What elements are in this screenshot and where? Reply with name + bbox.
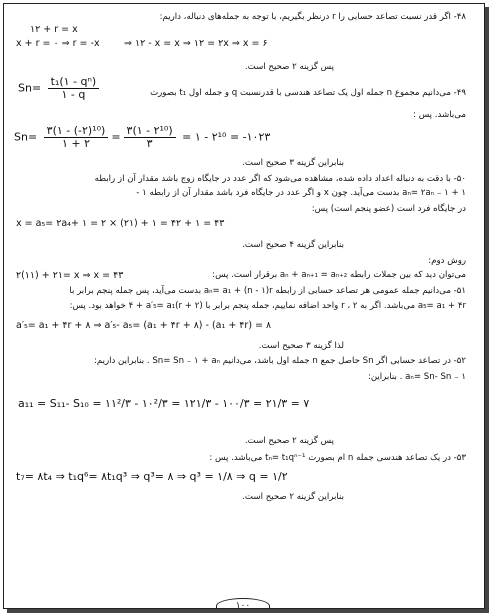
q50-text: ۵۰- با دقت به دنباله اعداد داده شده، مشاهده می‌شود که اگر عدد در جایگاه زوج باشد مقدار آن از رابطه — [94, 174, 466, 184]
q49-eq-den1: ۱ + ۲ — [61, 137, 91, 150]
q51-text-2: a₅= a₁ + ۴r می‌باشد. اگر به r ، ۲ واحد اضافه نماییم، جمله پنجم برابر با (r + ۲)۴ + a′₅= a₁ خواهد بود. پس: — [69, 301, 466, 311]
q48-answer: پس گزینه ۲ صحیح است. — [244, 62, 334, 72]
q51-equation: a′₅= a₁ + ۴r + ۸ ⇒ a′₅- a₅= (a₁ + ۴r + ۸) - (a₁ + ۴r) = ۸ — [16, 320, 272, 331]
q49-formula-denominator: ۱ - q — [61, 88, 86, 101]
q51-answer: لذا گزینه ۳ صحیح است. — [258, 341, 344, 351]
q53-answer: بنابراین گزینه ۲ صحیح است. — [242, 492, 344, 502]
q49-eq-num1: ۳(۱ - (-۲)¹⁰) — [44, 125, 109, 138]
q48-system-eq1: ۱۲ + r = x — [30, 24, 78, 35]
q49-eq-den2: ۳ — [146, 137, 153, 150]
q52-equation: a₁₁ = S₁₁- S₁₀ = ۱۱²/۳ - ۱۰²/۳ = ۱۲۱/۳ - ۱۰۰/۳ = ۲۱/۳ = ۷ — [18, 397, 310, 410]
q49-equation: Sn= $\frac{\text{۳(۱ - (-۲)¹⁰)}}{۱ + ۲}$ = $\frac{\text{۳(۱ - ۲¹⁰)}}{۳}$ = ۱ - ۲¹⁰ = -۱۰۲۳ — [14, 124, 271, 150]
q49-formula-fraction — [48, 76, 100, 101]
q53-text: ۵۳- در یک تصاعد هندسی جمله n ام بصورت tₙ= t₁qⁿ⁻¹ می‌باشد. پس : — [209, 453, 466, 463]
q49-eq-fraction-2 — [124, 125, 176, 150]
q50-answer: بنابراین گزینه ۴ صحیح است. — [242, 240, 344, 250]
q52-answer: پس گزینه ۲ صحیح است. — [244, 436, 334, 446]
q49-eq-num2: ۳(۱ - ۲¹⁰) — [124, 125, 176, 138]
q50-text-2: aₙ= ۲aₙ ₋ ۱ + ۱ بدست می‌آید. چون x و اگر عدد در جایگاه فرد باشد مقدار آن از رابطه ۱ - — [136, 188, 466, 198]
q49-formula-lhs: Sn= — [18, 81, 42, 95]
q52-text: ۵۲- در تصاعد حسابی اگر Sn حاصل جمع n جمله اول باشد، می‌دانیم Sn= Sn ₋ ۱ + aₙ . بنابراین داریم: — [93, 356, 466, 366]
q50-equation: x = a₅= ۲a₄+ ۱ = ۲ × (۲۱) + ۱ = ۴۲ + ۱ = ۴۳ — [16, 218, 225, 229]
page-number: ۱۰۰ — [216, 598, 270, 609]
q48-solution: ⇒ ۱۲ - x = x ⇒ ۱۲ = ۲x ⇒ x = ۶ — [124, 38, 268, 49]
q49-eq-tail: = ۱ - ۲¹⁰ = -۱۰۲۳ — [182, 130, 271, 144]
q49-eq-lhs: Sn= — [14, 130, 38, 144]
q49-formula — [18, 76, 102, 101]
q50-method-2-equation: ۲(۱۱) + ۲۱= x ⇒ x = ۴۳ — [16, 270, 124, 281]
q49-eq-fraction-1 — [44, 125, 109, 150]
q49-text-2: می‌باشد. پس : — [413, 110, 466, 120]
q49-formula-numerator: t₁(۱ - qⁿ) — [48, 76, 100, 89]
q51-text: ۵۱- می‌دانیم جمله عمومی هر تصاعد حسابی از رابطه aₙ= a₁ + (n - ۱)r بدست می‌آید، پس جمله پنجم برابر با — [69, 286, 466, 296]
q50-method-2-text: می‌توان دید که بین جملات رابطه aₙ + aₙ₊₁ = aₙ₊₂ برقرار است. پس: — [212, 270, 466, 280]
q49-answer: بنابراین گزینه ۳ صحیح است. — [242, 158, 344, 168]
q53-equation: t₇= ۸t₄ ⇒ t₁q⁶= ۸t₁q³ ⇒ q³= ۸ ⇒ q³ = ۱/۸ ⇒ q = ۱/۲ — [16, 470, 288, 483]
q50-text-3: در جایگاه فرد است (عضو پنجم است) پس: — [311, 204, 466, 214]
q50-method-2: روش دوم: — [428, 256, 466, 266]
q49-text: ۴۹- می‌دانیم مجموع n جمله اول یک تصاعد هندسی با قدرنسبت q و جمله اول t₁ بصورت — [150, 88, 466, 98]
q52-text-2: aₙ= Sn- Sn ₋ ۱ . بنابراین: — [367, 372, 466, 382]
q48-system-eq2: x + r = ۰ ⇒ r = -x — [16, 38, 100, 49]
document-page — [3, 3, 485, 609]
q48-text: ۴۸- اگر قدر نسبت تصاعد حسابی را r درنظر بگیریم، با توجه به جمله‌های دنباله، داریم: — [159, 12, 466, 22]
